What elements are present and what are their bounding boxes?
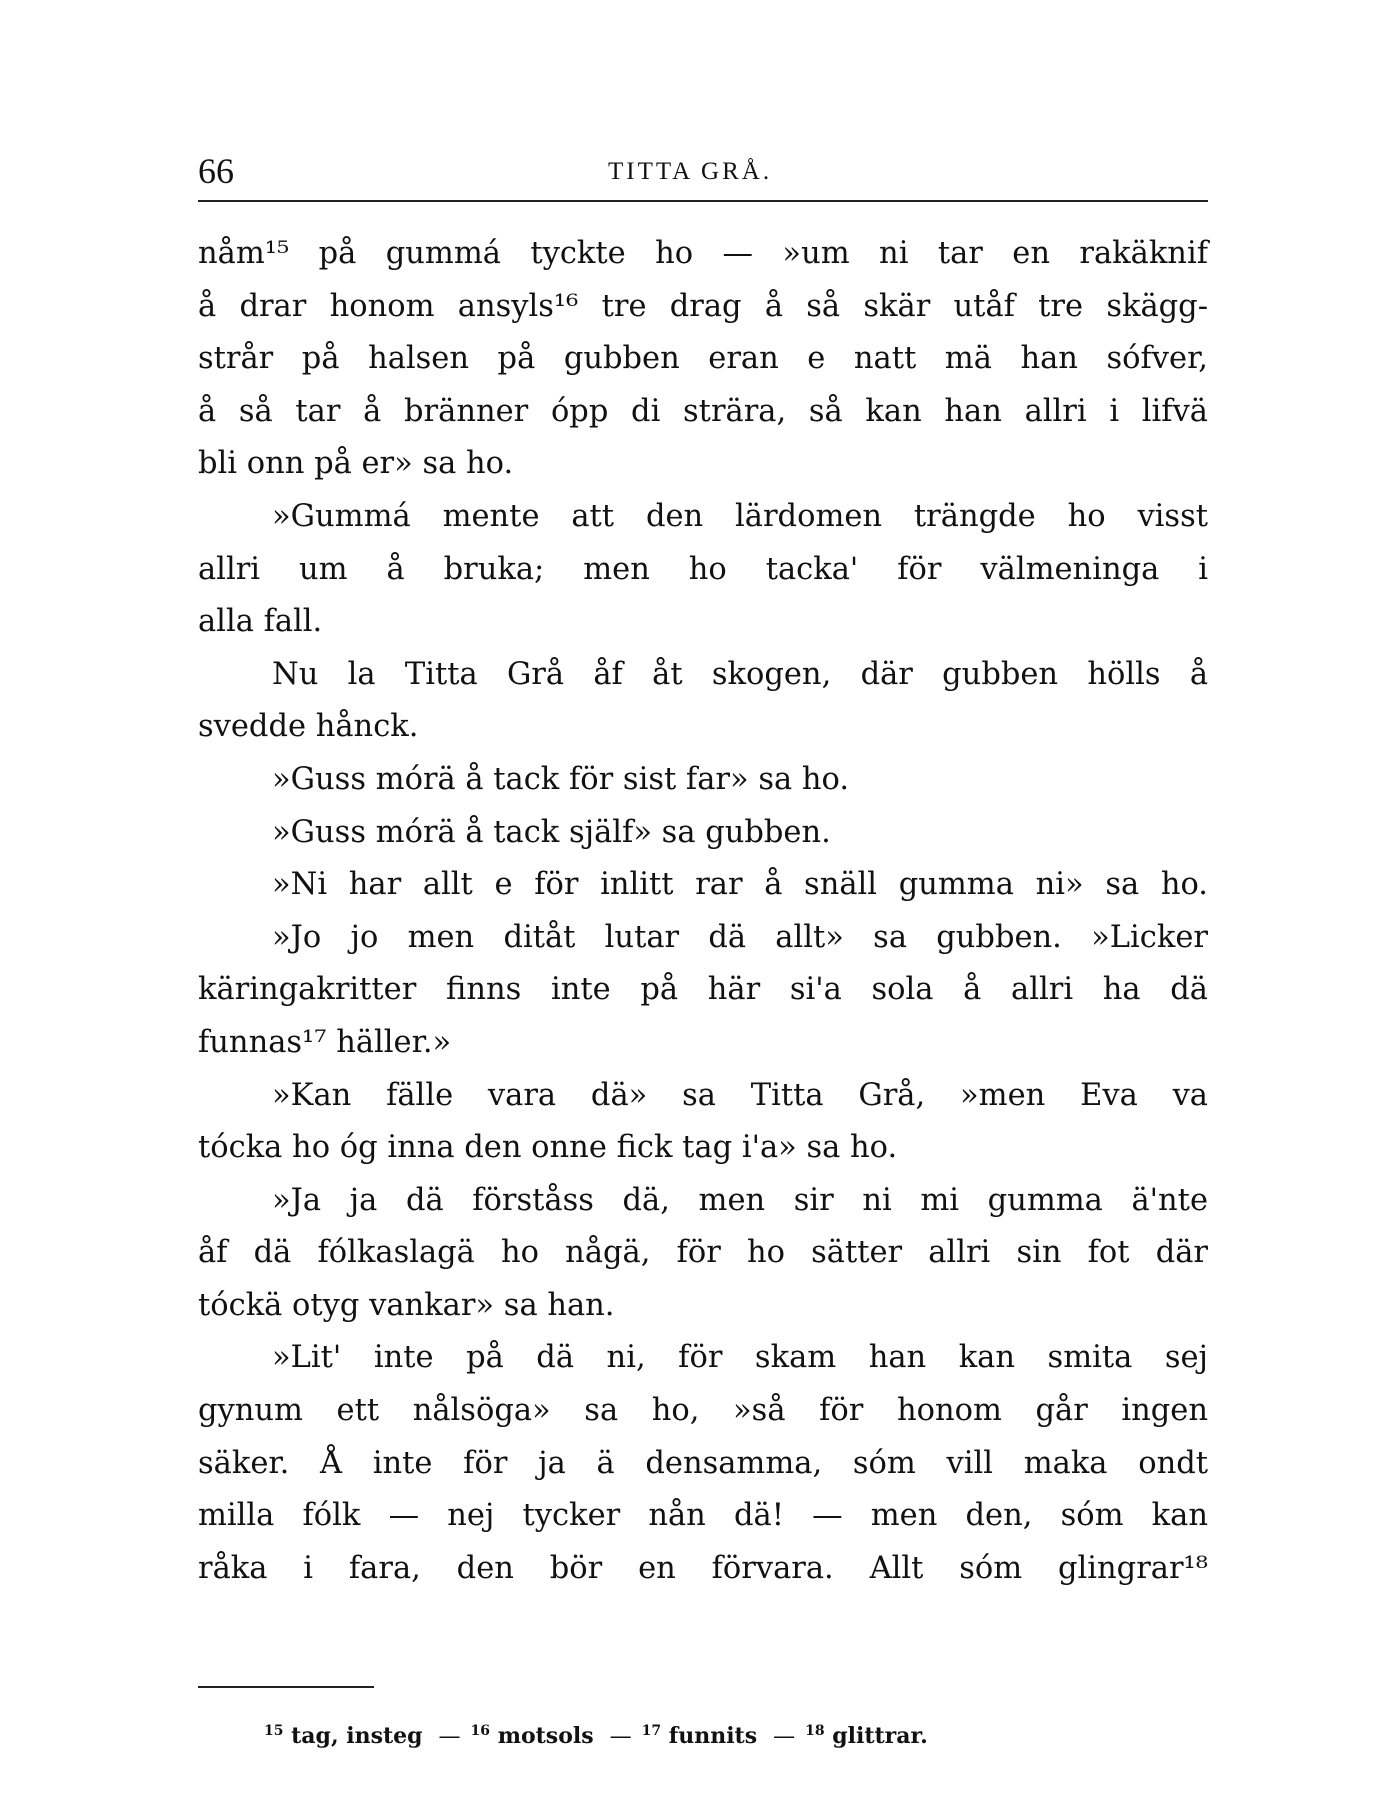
text-line: tócka ho óg inna den onne fick tag i'a» sa ho. bbox=[198, 1130, 898, 1166]
text-line: milla fólk — nej tycker nån dä! — men den, sóm kan bbox=[198, 1498, 1208, 1534]
text-line: »Ni har allt e för inlitt rar å snäll gumma ni» sa ho. bbox=[272, 867, 1208, 903]
text-line: »Guss mórä å tack själf» sa gubben. bbox=[272, 814, 831, 850]
text-line: strår på halsen på gubben eran e natt mä han sófver, bbox=[198, 341, 1208, 377]
text-line: råka i fara, den bör en förvara. Allt sóm glingrar¹⁸ bbox=[198, 1550, 1208, 1586]
text-line: käringakritter finns inte på här si'a sola å allri ha dä bbox=[198, 972, 1208, 1008]
running-title: TITTA GRÅ. bbox=[608, 158, 773, 185]
text-line: Nu la Titta Grå åf åt skogen, där gubben hölls å bbox=[272, 656, 1208, 692]
footnote-number: 17 bbox=[641, 1723, 662, 1739]
footnote-text: glittrar. bbox=[824, 1723, 928, 1749]
text-line: »Guss mórä å tack för sist far» sa ho. bbox=[272, 761, 850, 797]
text-line: »Gummá mente att den lärdomen trängde ho visst bbox=[272, 498, 1208, 534]
text-line: funnas¹⁷ häller.» bbox=[198, 1024, 452, 1060]
text-line: tóckä otyg vankar» sa han. bbox=[198, 1287, 615, 1323]
footnote-number: 16 bbox=[470, 1723, 491, 1739]
text-line: å drar honom ansyls¹⁶ tre drag å så skär utåf tre skägg- bbox=[198, 288, 1208, 324]
footnote-text: tag, insteg bbox=[283, 1723, 423, 1749]
text-line: svedde hånck. bbox=[198, 709, 419, 745]
text-line: alla fall. bbox=[198, 604, 323, 640]
footnote-separator: — bbox=[438, 1724, 461, 1749]
footnote-entry bbox=[471, 1723, 594, 1749]
footnote-separator: — bbox=[773, 1724, 796, 1749]
footnote-text: motsols bbox=[490, 1723, 594, 1749]
footnote-text: funnits bbox=[661, 1723, 758, 1749]
text-line: »Ja ja dä förståss dä, men sir ni mi gumma ä'nte bbox=[272, 1182, 1208, 1218]
text-line: »Jo jo men ditåt lutar dä allt» sa gubben. »Licker bbox=[272, 919, 1208, 955]
text-line: säker. Å inte för ja ä densamma, sóm vill maka ondt bbox=[198, 1445, 1208, 1481]
header-rule bbox=[198, 200, 1208, 202]
text-line: å så tar å bränner ópp di strära, så kan han allri i lifvä bbox=[198, 393, 1208, 429]
text-line: »Kan fälle vara dä» sa Titta Grå, »men Eva va bbox=[272, 1077, 1208, 1113]
footnotes bbox=[264, 1723, 1064, 1749]
page-header bbox=[198, 150, 1208, 196]
text-line: bli onn på er» sa ho. bbox=[198, 446, 514, 482]
footnote-entry bbox=[264, 1723, 423, 1749]
footnote-number: 15 bbox=[264, 1723, 284, 1739]
footnote-entry bbox=[642, 1723, 758, 1749]
footnote-entry bbox=[805, 1723, 928, 1749]
footnote-rule bbox=[198, 1686, 374, 1688]
text-line: allri um å bruka; men ho tacka' för välmeninga i bbox=[198, 551, 1208, 587]
body-text bbox=[198, 228, 1208, 1595]
text-line: åf dä fólkaslagä ho någä, för ho sätter allri sin fot där bbox=[198, 1235, 1208, 1271]
footnote-number: 18 bbox=[805, 1723, 825, 1739]
text-line: »Lit' inte på dä ni, för skam han kan smita sej bbox=[272, 1340, 1208, 1376]
text-line: nåm¹⁵ på gummá tyckte ho — »um ni tar en rakäknif bbox=[198, 236, 1208, 271]
footnote-separator: — bbox=[609, 1724, 632, 1749]
text-line: gynum ett nålsöga» sa ho, »så för honom går ingen bbox=[198, 1393, 1208, 1429]
page-number: 66 bbox=[198, 151, 234, 191]
